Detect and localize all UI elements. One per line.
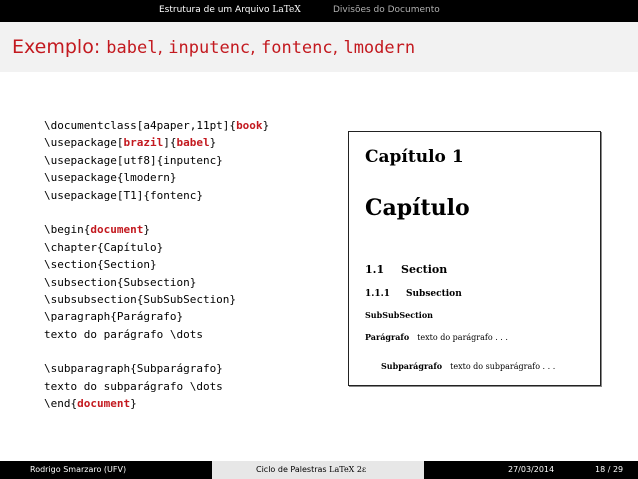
latex2e-logo: LaTeX 2ε bbox=[329, 465, 367, 474]
paragraph-text: texto do parágrafo . . . bbox=[417, 333, 508, 342]
footer-middle bbox=[212, 461, 424, 479]
frame-title-separator: , bbox=[250, 38, 261, 58]
frame-title-packages bbox=[106, 38, 415, 58]
code-text: \subsection{Subsection} bbox=[44, 275, 197, 289]
code-line bbox=[44, 204, 269, 221]
frame-title-package: lmodern bbox=[343, 38, 416, 58]
code-line bbox=[44, 117, 269, 134]
footer-title-prefix: Ciclo de Palestras bbox=[256, 465, 330, 474]
nav-current-section-link[interactable]: Divisões do Documento bbox=[333, 5, 440, 15]
paragraph-block bbox=[365, 332, 508, 342]
subparagraph-title: Subparágrafo bbox=[381, 361, 443, 371]
subparagraph-block bbox=[381, 361, 555, 371]
code-line bbox=[44, 326, 269, 343]
footer-presentation-title bbox=[256, 465, 366, 474]
subsection-title: Subsection bbox=[406, 289, 462, 299]
footer-right bbox=[424, 461, 638, 479]
code-text: \end{ bbox=[44, 397, 78, 411]
footer-author: Rodrigo Smarzaro (UFV) bbox=[30, 465, 127, 474]
code-line bbox=[44, 308, 269, 325]
code-keyword: document bbox=[90, 223, 144, 237]
latex-logo: LaTeX bbox=[272, 5, 301, 15]
subparagraph-text: texto do subparágrafo . . . bbox=[450, 362, 556, 371]
code-text: } bbox=[130, 397, 137, 411]
code-line bbox=[44, 169, 269, 186]
code-line bbox=[44, 187, 269, 204]
code-keyword: babel bbox=[176, 136, 210, 150]
code-text: \section{Section} bbox=[44, 258, 157, 272]
code-text: texto do subparágrafo \dots bbox=[44, 379, 223, 393]
subsection-number: 1.1.1 bbox=[365, 289, 391, 299]
code-text: \begin{ bbox=[44, 223, 91, 237]
top-navigation-bar bbox=[0, 0, 638, 22]
footer-left bbox=[0, 461, 212, 479]
code-text: \usepackage[utf8]{inputenc} bbox=[44, 153, 223, 167]
rendered-output-box bbox=[348, 131, 601, 386]
code-line bbox=[44, 360, 269, 377]
frame-title bbox=[12, 36, 415, 58]
frame-title-prefix: Exemplo: bbox=[12, 36, 107, 58]
nav-section-link[interactable] bbox=[159, 5, 301, 15]
code-text: ]{ bbox=[163, 136, 177, 150]
subsubsection-heading: SubSubSection bbox=[365, 310, 433, 320]
code-text: \usepackage{lmodern} bbox=[44, 171, 177, 185]
code-listing bbox=[44, 117, 269, 413]
code-keyword: document bbox=[77, 397, 131, 411]
code-line bbox=[44, 256, 269, 273]
paragraph-title: Parágrafo bbox=[365, 332, 410, 342]
code-line bbox=[44, 395, 269, 412]
code-text: \documentclass[a4paper,11pt]{ bbox=[44, 119, 237, 132]
code-text: \paragraph{Parágrafo} bbox=[44, 310, 184, 324]
code-text: texto do parágrafo \dots bbox=[44, 327, 203, 341]
chapter-number: Capítulo 1 bbox=[365, 147, 464, 167]
footer-date: 27/03/2014 bbox=[508, 465, 555, 474]
code-text: \subparagraph{Subparágrafo} bbox=[44, 362, 223, 376]
code-line bbox=[44, 343, 269, 360]
frame-title-package: babel bbox=[106, 38, 158, 58]
frame-title-separator: , bbox=[332, 38, 344, 58]
chapter-title: Capítulo bbox=[365, 195, 470, 221]
code-keyword: book bbox=[236, 119, 263, 132]
code-text: \chapter{Capítulo} bbox=[44, 240, 164, 254]
subsection-heading bbox=[365, 289, 462, 299]
code-line bbox=[44, 291, 269, 308]
code-keyword: brazil bbox=[123, 136, 164, 150]
code-text: \subsubsection{SubSubSection} bbox=[44, 292, 237, 306]
code-text: } bbox=[209, 136, 217, 150]
code-text: \usepackage[ bbox=[44, 136, 124, 150]
section-number: 1.1 bbox=[365, 263, 385, 276]
frame-title-bar bbox=[0, 22, 638, 72]
code-text: \usepackage[T1]{fontenc} bbox=[44, 188, 203, 202]
section-heading bbox=[365, 263, 447, 276]
frame-title-package: fontenc bbox=[260, 38, 333, 58]
frame-title-separator: , bbox=[157, 38, 169, 58]
footer-page-number: 18 / 29 bbox=[595, 465, 624, 474]
code-text: } bbox=[143, 223, 150, 237]
section-title: Section bbox=[401, 263, 448, 276]
nav-section-label: Estrutura de um Arquivo bbox=[159, 5, 273, 15]
code-line bbox=[44, 152, 269, 169]
code-line bbox=[44, 134, 269, 151]
code-line bbox=[44, 239, 269, 256]
code-line bbox=[44, 274, 269, 291]
code-text: } bbox=[262, 119, 270, 132]
footer-bar bbox=[0, 461, 638, 479]
code-line bbox=[44, 378, 269, 395]
code-line bbox=[44, 221, 269, 238]
frame-title-package: inputenc bbox=[168, 38, 251, 58]
